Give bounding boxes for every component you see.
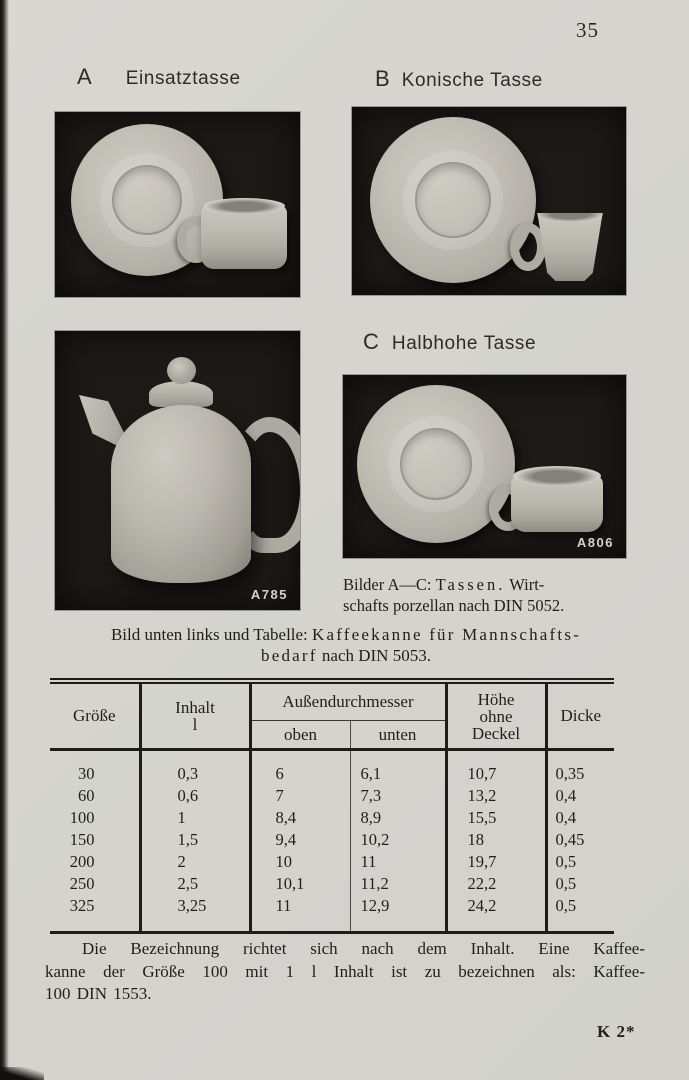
table-cell: 150: [50, 829, 140, 851]
pot-body-illustration: [111, 405, 251, 583]
figure-b-title: Konische Tasse: [401, 70, 543, 91]
caption-line: [40, 645, 652, 666]
table-cell: 60: [50, 785, 140, 807]
table-cell: 7,3: [350, 785, 446, 807]
table-cell: 0,4: [555, 808, 577, 827]
table-row: [50, 873, 614, 895]
page-number: 35: [576, 18, 599, 42]
table-cell: 3,25: [140, 895, 250, 931]
col-header-unten: unten: [350, 721, 446, 750]
table-cell: 8,9: [350, 807, 446, 829]
scan-edge-artifact: [0, 0, 9, 1080]
table-cell: 12,9: [350, 895, 446, 931]
caption-tabelle: [40, 624, 652, 666]
pot-lid-illustration: [149, 381, 213, 407]
table-cell: 10: [250, 851, 350, 873]
figure-c-key: C: [363, 329, 379, 354]
table-row: [50, 785, 614, 807]
caption-text: Wirt-: [509, 575, 545, 594]
table-cell: 0,45: [555, 830, 585, 849]
col-header-text: l: [192, 715, 198, 734]
cup-illustration: [201, 205, 287, 269]
table-cell: 0,5: [555, 874, 577, 893]
table-cell: 100: [50, 807, 140, 829]
caption-text: Bilder A—C:: [343, 575, 432, 594]
caption-line: [343, 574, 638, 595]
table-cell: 15,5: [446, 807, 546, 829]
table-cell: 10,1: [250, 873, 350, 895]
col-header-groesse: Größe: [50, 684, 140, 750]
kaffeekanne-table-body: [50, 750, 614, 932]
table-row: [50, 750, 614, 786]
figure-b-key: B: [375, 66, 390, 91]
col-header-oben: oben: [250, 721, 350, 750]
signature-mark: K 2*: [597, 1022, 636, 1041]
table-cell: 9,4: [250, 829, 350, 851]
pot-knob-illustration: [167, 357, 196, 384]
col-header-aussendurchmesser: Außendurchmesser: [250, 684, 446, 721]
photo-kaffeekanne: [55, 331, 300, 610]
paragraph-bezeichnung: [45, 938, 645, 1006]
photo-halbhohe-tasse: [343, 375, 626, 558]
figure-c-title: Halbhohe Tasse: [391, 333, 537, 354]
table-header-row: [50, 684, 614, 721]
saucer-well: [415, 162, 491, 238]
caption-text: Bild unten links und Tabelle:: [110, 625, 308, 644]
table-cell: 0,5: [555, 852, 577, 871]
table-cell: 325: [50, 895, 140, 931]
col-header-dicke: Dicke: [560, 706, 602, 725]
kaffeekanne-table: [50, 678, 614, 934]
caption-line: schafts porzellan nach DIN 5052.: [343, 596, 565, 615]
table-cell: 250: [50, 873, 140, 895]
dimension-table: [50, 684, 614, 931]
table-cell: 22,2: [446, 873, 546, 895]
scan-corner-artifact: [0, 1067, 44, 1080]
cup-illustration: [532, 213, 608, 281]
table-cell: 0,6: [140, 785, 250, 807]
photo-tag: A785: [250, 587, 288, 602]
table-cell: 1: [140, 807, 250, 829]
table-cell: 11,2: [350, 873, 446, 895]
table-cell: 200: [50, 851, 140, 873]
col-header-text: ohne: [479, 706, 513, 726]
paragraph-line: kanne der Größe 100 mit 1 l Inhalt ist zu bezeichnen als: Kaffee-: [45, 961, 645, 981]
table-cell: 24,2: [446, 895, 546, 931]
figure-a-label: [77, 64, 241, 90]
paragraph-line: 100 DIN 1553.: [45, 984, 152, 1003]
table-row: [50, 829, 614, 851]
table-cell: 0,35: [555, 764, 585, 783]
figure-a-key: A: [77, 64, 92, 89]
caption-line: [40, 624, 652, 645]
table-cell: 19,7: [446, 851, 546, 873]
table-row: [50, 807, 614, 829]
col-header-text: Deckel: [471, 723, 521, 743]
table-cell: 11: [350, 851, 446, 873]
table-header: [50, 684, 614, 750]
figure-b-label: [375, 66, 543, 92]
table-cell: 30: [50, 750, 140, 786]
table-cell: 1,5: [140, 829, 250, 851]
table-cell: 18: [446, 829, 546, 851]
col-header-text: Höhe: [477, 689, 515, 709]
table-cell: 2: [140, 851, 250, 873]
photo-tag: A806: [576, 535, 614, 550]
caption-text-spaced: Tassen.: [435, 575, 506, 594]
table-cell: 6,1: [350, 750, 446, 786]
caption-tassen: [343, 574, 638, 616]
saucer-well: [400, 428, 473, 501]
table-row: [50, 895, 614, 931]
table-cell: 6: [250, 750, 350, 786]
caption-text-spaced: bedarf: [261, 646, 318, 665]
table-cell: 10,2: [350, 829, 446, 851]
table-cell: 11: [250, 895, 350, 931]
paragraph-line: Die Bezeichnung richtet sich nach dem Inhalt. Eine Kaffee-: [82, 939, 645, 958]
table-cell: 13,2: [446, 785, 546, 807]
figure-a-title: Einsatztasse: [125, 68, 241, 89]
caption-text: nach DIN 5053.: [321, 646, 431, 665]
photo-konische-tasse: [352, 107, 626, 295]
col-header-text: Inhalt: [175, 698, 215, 717]
table-cell: 2,5: [140, 873, 250, 895]
col-header-hoehe: [446, 684, 546, 750]
table-cell: 8,4: [250, 807, 350, 829]
caption-text-spaced: Kaffeekanne für Mannschafts-: [312, 625, 582, 644]
figure-c-label: [363, 329, 536, 355]
cup-rim: [203, 198, 286, 214]
table-cell: 0,4: [555, 786, 577, 805]
cup-illustration: [511, 475, 603, 532]
table-row: [50, 851, 614, 873]
table-cell: 0,5: [555, 896, 577, 915]
table-cell: 0,3: [140, 750, 250, 786]
cup-rim: [513, 466, 601, 486]
col-header-inhalt: [140, 684, 250, 750]
saucer-well: [112, 165, 182, 235]
cup-rim: [534, 206, 607, 222]
table-cell: 7: [250, 785, 350, 807]
photo-einsatztasse: [55, 112, 300, 297]
table-cell: 10,7: [446, 750, 546, 786]
